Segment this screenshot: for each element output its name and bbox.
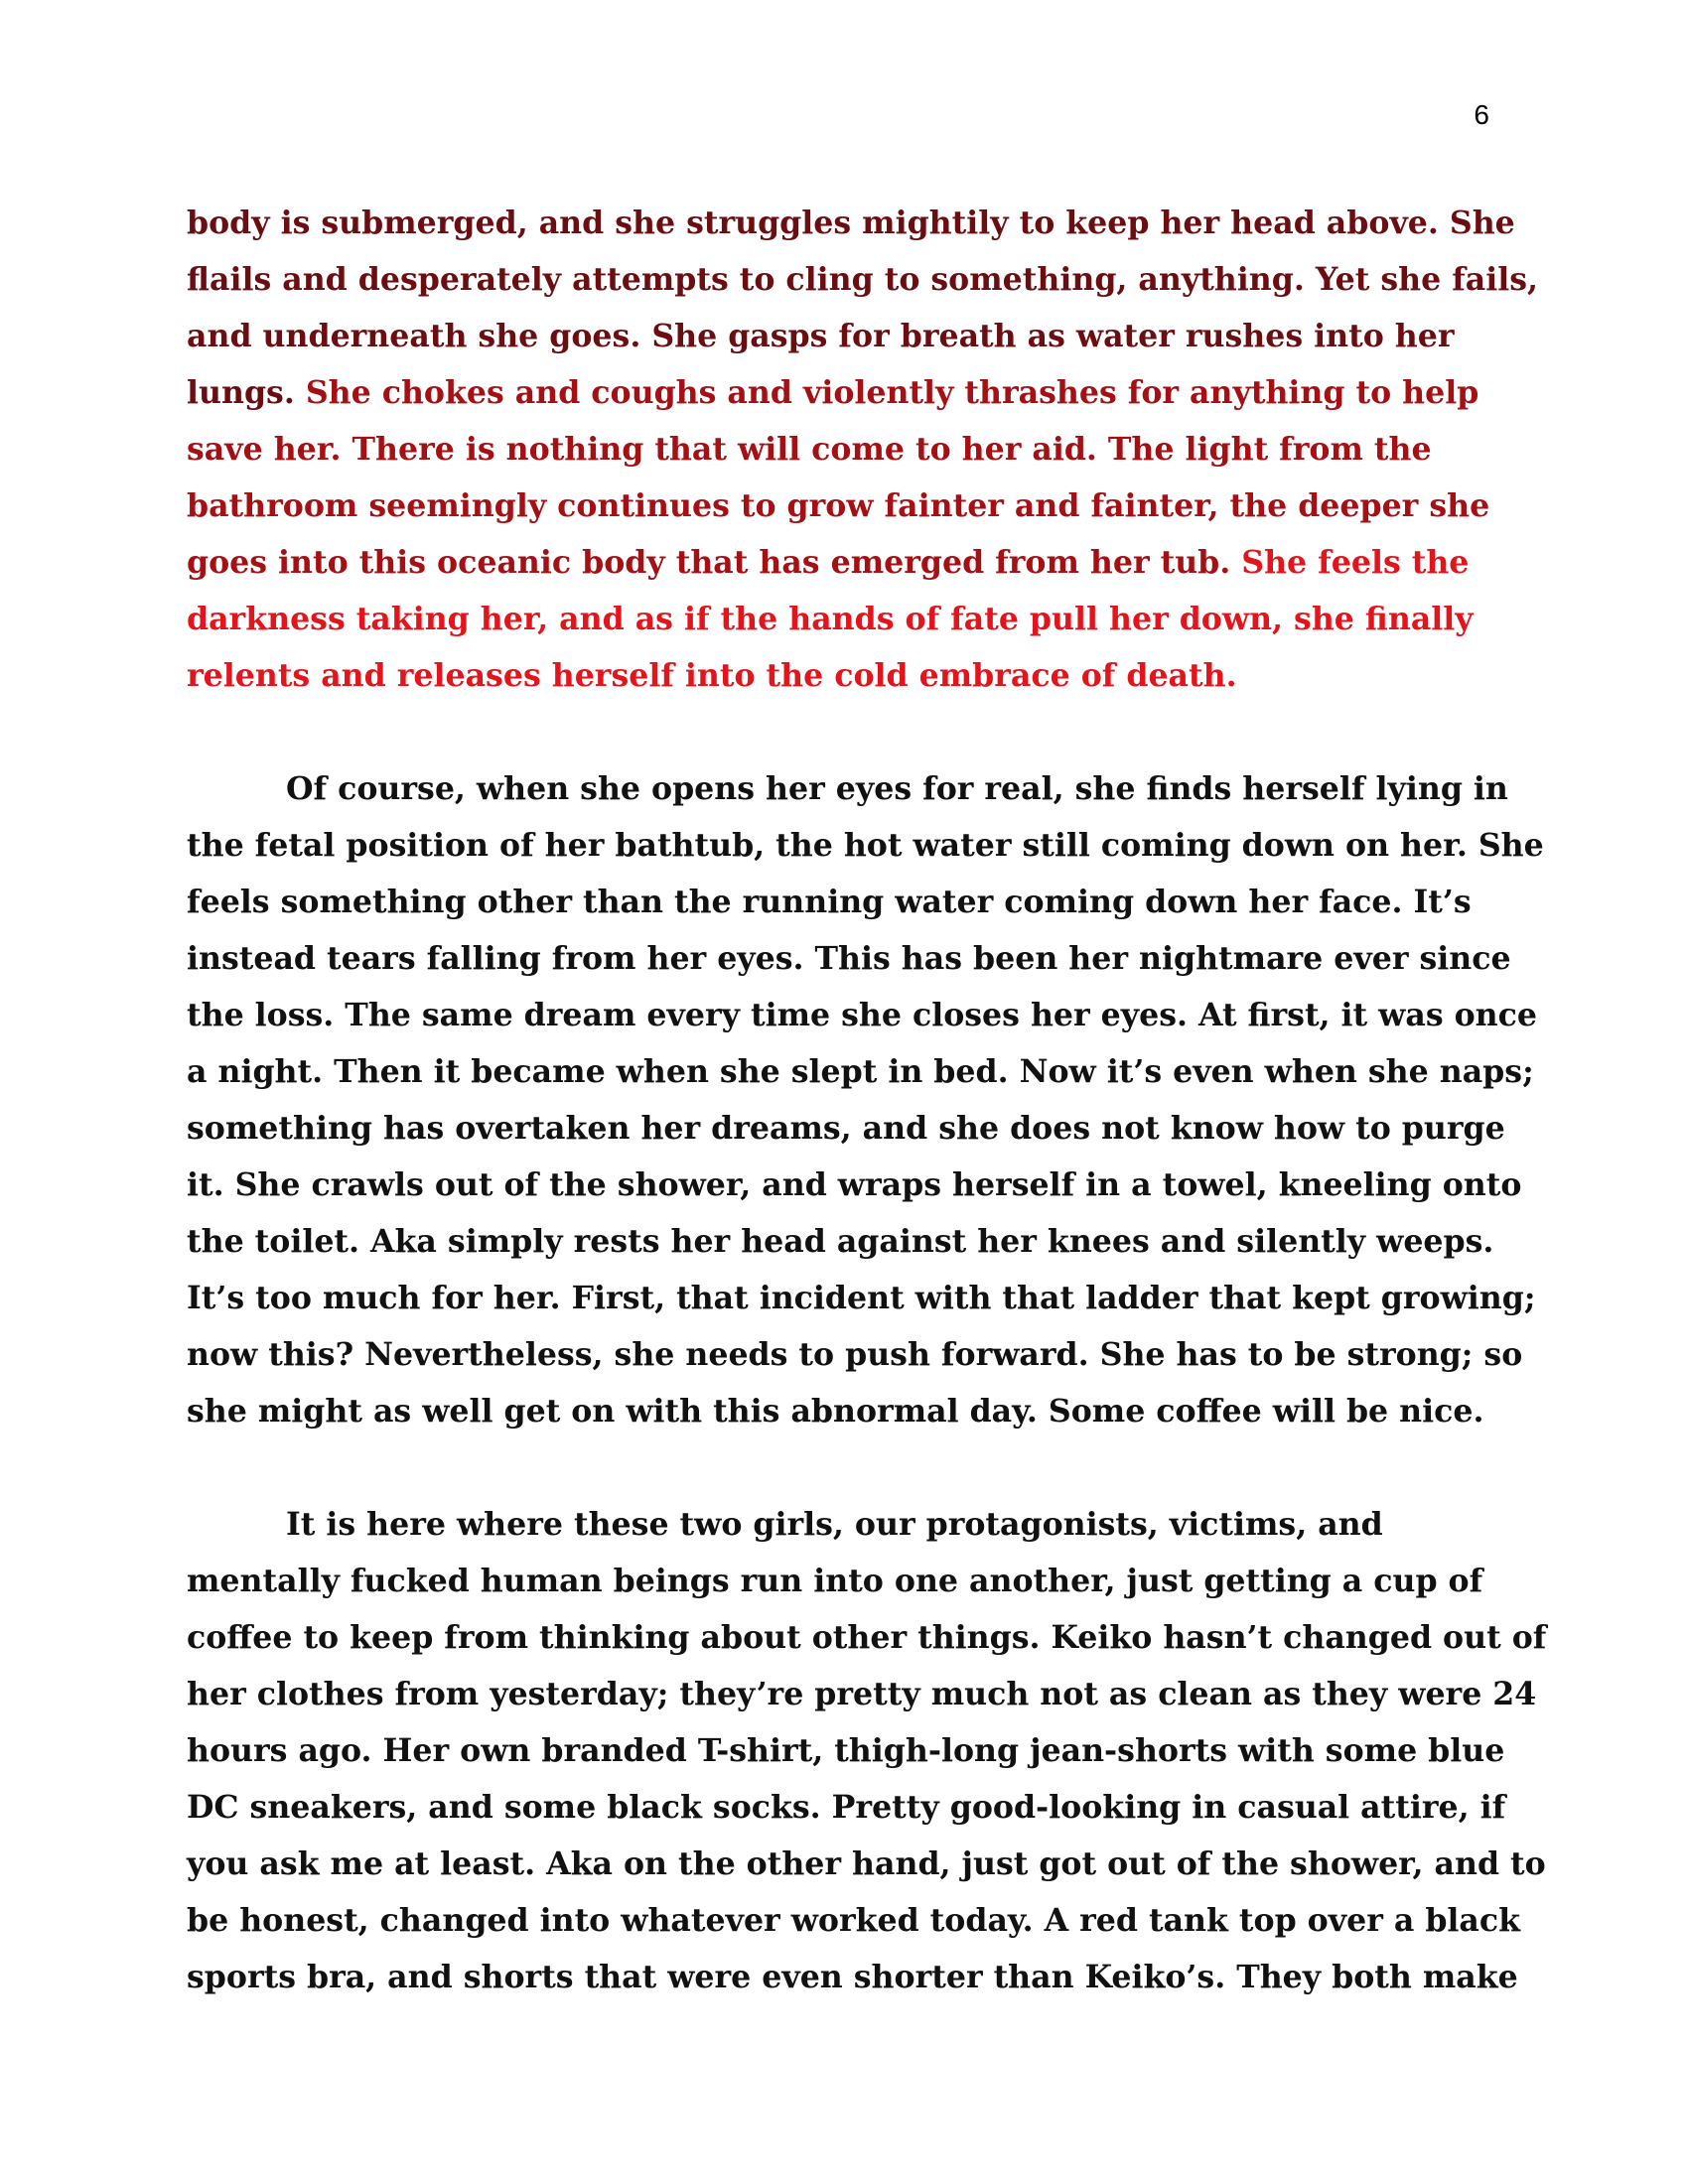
text-line xyxy=(187,647,1507,704)
text-line xyxy=(187,308,1507,364)
text-segment: bathroom seemingly continues to grow fainter and fainter, the deeper she xyxy=(187,487,1490,524)
text-line: now this? Nevertheless, she needs to push forward. She has to be strong; so xyxy=(187,1336,1523,1373)
text-line: Of course, when she opens her eyes for real, she finds herself lying in xyxy=(286,770,1508,807)
text-line: instead tears falling from her eyes. This has been her nightmare ever since xyxy=(187,940,1511,977)
paragraph-protagonists-meet xyxy=(187,1496,1547,2005)
text-line: DC sneakers, and some black socks. Pretty good-looking in casual attire, if xyxy=(187,1789,1506,1826)
text-line xyxy=(187,534,1507,591)
text-segment: goes into this oceanic body that has emerged from her tub. xyxy=(187,544,1242,581)
text-line: be honest, changed into whatever worked today. A red tank top over a black xyxy=(187,1902,1521,1939)
text-segment: and underneath she goes. She gasps for breath as water rushes into her xyxy=(187,318,1455,354)
text-segment: lungs. xyxy=(187,374,306,411)
text-segment: darkness taking her, and as if the hands of fate pull her down, she finally xyxy=(187,601,1474,637)
text-line: it. She crawls out of the shower, and wraps herself in a towel, kneeling onto xyxy=(187,1166,1522,1203)
text-line xyxy=(187,421,1507,478)
text-segment: flails and desperately attempts to cling to something, anything. Yet she fails, xyxy=(187,261,1539,298)
text-line xyxy=(187,591,1507,647)
text-line xyxy=(187,364,1507,421)
text-line: It’s too much for her. First, that incident with that ladder that kept growing; xyxy=(187,1280,1536,1316)
text-line: It is here where these two girls, our protagonists, victims, and xyxy=(286,1506,1383,1543)
text-line: coffee to keep from thinking about other things. Keiko hasn’t changed out of xyxy=(187,1619,1547,1656)
body-text xyxy=(187,195,1547,2062)
text-line: hours ago. Her own branded T-shirt, thigh-long jean-shorts with some blue xyxy=(187,1732,1505,1769)
page-number: 6 xyxy=(1474,99,1489,130)
text-line xyxy=(187,251,1539,308)
paragraph-awakening xyxy=(187,760,1544,1439)
text-segment: relents and releases herself into the cold embrace of death. xyxy=(187,657,1237,694)
text-segment: She chokes and coughs and violently thrashes for anything to help xyxy=(305,374,1479,411)
text-line: a night. Then it became when she slept in bed. Now it’s even when she naps; xyxy=(187,1053,1534,1090)
text-line: she might as well get on with this abnormal day. Some coffee will be nice. xyxy=(187,1393,1484,1430)
text-line: feels something other than the running water coming down her face. It’s xyxy=(187,884,1472,920)
paragraph-nightmare xyxy=(187,195,1539,704)
text-line: her clothes from yesterday; they’re pretty much not as clean as they were 24 xyxy=(187,1676,1537,1712)
text-line: the fetal position of her bathtub, the hot water still coming down on her. She xyxy=(187,827,1544,864)
text-line: mentally fucked human beings run into one another, just getting a cup of xyxy=(187,1563,1483,1599)
text-line: the toilet. Aka simply rests her head against her knees and silently weeps. xyxy=(187,1223,1494,1260)
text-line: something has overtaken her dreams, and she does not know how to purge xyxy=(187,1110,1505,1147)
text-line: the loss. The same dream every time she closes her eyes. At first, it was once xyxy=(187,997,1537,1033)
text-segment: save her. There is nothing that will come to her aid. The light from the xyxy=(187,431,1432,468)
text-segment: She feels the xyxy=(1241,544,1470,581)
text-line: sports bra, and shorts that were even shorter than Keiko’s. They both make xyxy=(187,1959,1518,1995)
text-line xyxy=(187,478,1507,534)
text-segment: body is submerged, and she struggles mightily to keep her head above. She xyxy=(187,205,1515,241)
text-line: you ask me at least. Aka on the other hand, just got out of the shower, and to xyxy=(187,1845,1546,1882)
text-line xyxy=(187,195,1515,251)
